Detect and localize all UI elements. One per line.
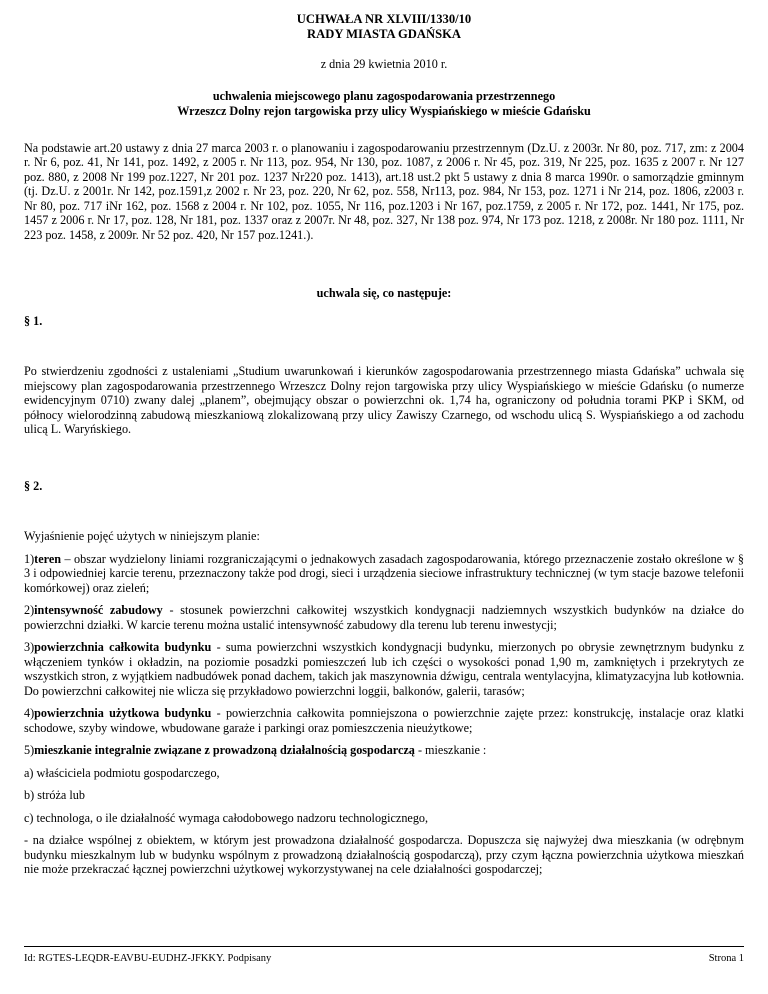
- subject-line-2: Wrzeszcz Dolny rejon targowiska przy ulicy Wyspiańskiego w mieście Gdańsku: [177, 103, 591, 118]
- subitem-b: b) stróża lub: [24, 788, 85, 802]
- subject-line-1: uchwalenia miejscowego planu zagospodarowania przestrzennego: [212, 88, 556, 103]
- item-description: - powierzchnia całkowita pomniejszona o powierzchnie zajęte przez: konstrukcję, instalacje oraz klatki schodowe, szyby windowe, wbudowane garaże i parkingi oraz pomieszczenia nieużytkowe;: [24, 706, 745, 735]
- page-number: Strona 1: [708, 953, 744, 964]
- definition-item-1: [24, 552, 744, 596]
- page-footer: [24, 953, 744, 964]
- resolution-subject: [24, 89, 744, 119]
- resolution-date: z dnia 29 kwietnia 2010 r.: [320, 57, 448, 71]
- item-description: - stosunek powierzchni całkowitej wszystkich kondygnacji nadziemnych wszystkich budynków na działce do powierzchni działki. W karcie terenu można ustalić intensywność zabudowy dla terenu lub terenu inwestycji;: [24, 603, 744, 632]
- section-2-intro: Wyjaśnienie pojęć użytych w niniejszym planie:: [24, 529, 260, 543]
- resolves-heading: uchwala się, co następuje:: [316, 286, 452, 300]
- document-id: Id: RGTES-LEQDR-EAVBU-EUDHZ-JFKKY. Podpisany: [24, 953, 272, 964]
- item-description: - mieszkanie :: [414, 743, 487, 757]
- item-term: intensywność zabudowy: [34, 603, 163, 617]
- footer-divider: [24, 946, 744, 947]
- council-name: RADY MIASTA GDAŃSKA: [307, 27, 461, 41]
- definition-item-4: [24, 706, 744, 735]
- item-number: 1): [24, 551, 35, 566]
- item-description: - suma powierzchni wszystkich kondygnacji budynku, mierzonych po obrysie zewnętrznym budynku z włączeniem tynków i okładzin, na poziomie posadzki pomieszczeń lub ich części o wysokości ponad 1,90 m, zamkniętych i przekrytych ze wszystkich stron, z wyjątkiem nadbudówek ponad dachem, takich jak maszynownia dźwigu, centrala wentylacyjna, klimatyzacyjna lub kotłownia. Do powierzchni całkowitej nie wlicza się przykładowo powierzchni loggii, balkonów, galerii, tarasów;: [24, 640, 744, 698]
- section-1-mark: § 1.: [24, 313, 43, 328]
- item-number: 2): [24, 603, 35, 617]
- section-2-mark: § 2.: [24, 478, 43, 493]
- item-term: teren: [34, 551, 62, 566]
- document-content: [24, 12, 744, 877]
- item-term: powierzchnia całkowita budynku: [34, 640, 212, 654]
- definition-item-2: [24, 603, 744, 632]
- item-number: 5): [24, 743, 35, 757]
- subitem-a: a) właściciela podmiotu gospodarczego,: [24, 765, 220, 780]
- subitem-note: - na działce wspólnej z obiektem, w którym jest prowadzona działalność gospodarcza. Dopuszcza się najwyżej dwa mieszkania (w odrębnym budynku mieszkalnym lub w budynku wspólnym z prowadzoną działalnością gospodarczą), przy czym łączna powierzchnia użytkowa mieszkań nie może przekraczać łącznej powierzchni użytkowej wykorzystywanej na cele działalności gospodarczej;: [24, 833, 744, 876]
- item-term: mieszkanie integralnie związane z prowadzoną działalnością gospodarczą: [34, 743, 415, 757]
- section-1-text: Po stwierdzeniu zgodności z ustaleniami „Studium uwarunkowań i kierunków zagospodarowania przestrzennego miasta Gdańska” uchwala się miejscowy plan zagospodarowania przestrzennego Wrzeszcz Dolny rejon targowiska przy ulicy Wyspiańskiego w mieście Gdańsku (o numerze ewidencyjnym 0710) zwany dalej „planem”, obejmujący obszar o powierzchni ok. 1,74 ha, ograniczony od południa torami PKP i SKM, od północy wielorodzinną zabudową mieszkaniową zlokalizowaną przy ulicy Zawiszy Czarnego, od wschodu ulicą S. Wyspiańskiego a od zachodu ulicą L. Waryńskiego.: [24, 364, 744, 436]
- legal-basis-paragraph: Na podstawie art.20 ustawy z dnia 27 marca 2003 r. o planowaniu i zagospodarowaniu przestrzennym (Dz.U. z 2003r. Nr 80, poz. 717, zm: z 2004 r. Nr 6, poz. 41, Nr 141, poz. 1492, z 2005 r. Nr 113, poz. 954, Nr 130, poz. 1087, z 2006 r. Nr 45, poz. 319, Nr 225, poz. 1635 z 2007 r. Nr 127 poz. 880, z 2008 Nr 199 poz.1227, Nr 201 poz. 1237 Nr220 poz. 1413), art.18 ust.2 pkt 5 ustawy z dnia 8 marca 1990r. o samorządzie gminnym (tj. Dz.U. z 2001r. Nr 142, poz.1591,z 2002 r. Nr 23, poz. 220, Nr 62, poz. 558, Nr113, poz. 984, Nr 153, poz. 1271 i Nr 214, poz. 1806, z2003 r. Nr 80, poz. 717 iNr 162, poz. 1568 z 2004 r. Nr 102, poz. 1055, Nr 116, poz.1203 i Nr 167, poz.1759, z 2005 r. Nr 172, poz. 1441, Nr 175, poz. 1457 z 2006 r. Nr 17, poz. 128, Nr 181, poz. 1337 oraz z 2007r. Nr 48, poz. 327, Nr 138 poz. 974, Nr 173 poz. 1218, z 2008r. Nr 180 poz. 1111, Nr 223 poz. 1458, z 2009r. Nr 52 poz. 420, Nr 157 poz.1241.).: [24, 140, 744, 242]
- item-description: – obszar wydzielony liniami rozgraniczającymi o jednakowych zasadach zagospodarowania, którego przeznaczenie zostało określone w § 3 i odpowiedniej karcie terenu, przeznaczony także pod drogi, sieci i urządzenia sieciowe infrastruktury technicznej (w tym stacje bazowe telefonii komórkowej) oraz zieleń;: [24, 551, 744, 595]
- item-number: 3): [24, 640, 35, 654]
- definition-item-3: [24, 640, 744, 698]
- item-number: 4): [24, 706, 35, 720]
- resolution-number: UCHWAŁA NR XLVIII/1330/10: [296, 12, 472, 26]
- subitem-c: c) technologa, o ile działalność wymaga całodobowego nadzoru technologicznego,: [24, 810, 429, 825]
- definition-item-5: [24, 743, 744, 758]
- item-term: powierzchnia użytkowa budynku: [34, 706, 212, 720]
